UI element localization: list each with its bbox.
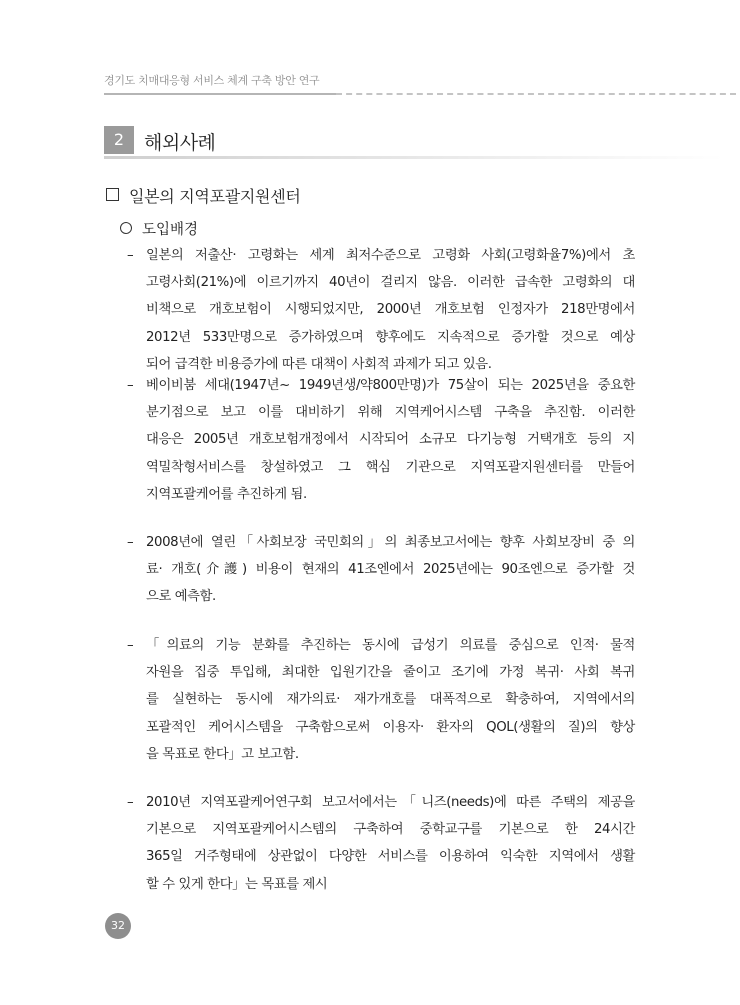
text-line: 지역포괄케어를 추진하게 됨.: [146, 486, 307, 502]
dash-bullet: –: [127, 638, 134, 653]
dash-bullet: –: [127, 795, 134, 810]
text-line: 할 수 있게 한다」는 목표를 제시: [146, 876, 328, 892]
running-header: 경기도 치매대응형 서비스 체계 구축 방안 연구: [104, 74, 320, 87]
header-rule: [104, 93, 336, 95]
subsection-heading: [106, 184, 301, 207]
text-line: 일본의 저출산· 고령화는 세계 최저수준으로 고령화 사회(고령화율7%)에서 초: [146, 248, 635, 263]
dash-bullet: –: [127, 248, 134, 263]
page-number-badge: 32: [105, 913, 131, 939]
section-title: 해외사례: [144, 132, 216, 154]
section-number-badge: 2: [104, 126, 134, 154]
text-line: 고령사회(21%)에 이르기까지 40년이 걸리지 않음. 이러한 급속한 고령화의 대: [146, 275, 635, 291]
text-line: 365일 거주형태에 상관없이 다양한 서비스를 이용하여 익숙한 지역에서 생활: [146, 849, 635, 865]
list-item: [127, 242, 635, 378]
text-line: 기본으로 지역포괄케어시스템의 구축하여 중학교구를 기본으로 한 24시간: [146, 822, 635, 838]
text-line: 을 목표로 한다」고 보고함.: [146, 746, 299, 762]
text-line: 비책으로 개호보험이 시행되었지만, 2000년 개호보험 인정자가 218만명에서: [146, 302, 635, 318]
text-line: 를 실현하는 동시에 재가의료· 재가개호를 대폭적으로 확충하여, 지역에서의: [146, 692, 635, 708]
section-underline: [104, 156, 724, 159]
text-line: 2012년 533만명으로 증가하였으며 향후에도 지속적으로 증가할 것으로 예상: [146, 329, 635, 345]
topic-heading: [120, 218, 198, 239]
circle-bullet-icon: [120, 222, 132, 234]
dash-bullet: –: [127, 378, 134, 393]
text-line: 되어 급격한 비용증가에 따른 대책이 사회적 과제가 되고 있음.: [146, 356, 492, 372]
list-item: [127, 529, 635, 611]
list-item: [127, 372, 635, 508]
text-line: 분기점으로 보고 이를 대비하기 위해 지역케어시스템 구축을 추진함. 이러한: [146, 405, 635, 421]
section-heading: [104, 124, 724, 158]
text-line: 대응은 2005년 개호보험개정에서 시작되어 소규모 다기능형 거택개호 등의 지: [146, 432, 635, 448]
text-line: 료· 개호(介護) 비용이 현재의 41조엔에서 2025년에는 90조엔으로 증가할 것: [146, 562, 635, 578]
text-line: 「의료의 기능 분화를 추진하는 동시에 급성기 의료를 중심으로 인적· 물적: [146, 638, 635, 653]
text-line: 역밀착형서비스를 창설하였고 그 핵심 기관으로 지역포괄지원센터를 만들어: [146, 459, 635, 475]
text-line: 베이비붐 세대(1947년~ 1949년생/약800만명)가 75살이 되는 2025년을 중요한: [146, 378, 635, 393]
topic-title: 도입배경: [142, 222, 199, 238]
subsection-title: 일본의 지역포괄지원센터: [129, 187, 301, 206]
list-item: [127, 789, 635, 898]
dash-bullet: –: [127, 535, 134, 550]
header-rule-dashed: [336, 93, 736, 95]
text-line: 2010년 지역포괄케어연구회 보고서에서는「니즈(needs)에 따른 주택의 제공을: [146, 795, 635, 810]
text-line: 으로 예측함.: [146, 589, 216, 605]
text-line: 2008년에 열린「사회보장 국민회의」의 최종보고서에는 향후 사회보장비 중 의: [146, 535, 635, 550]
text-line: 자원을 집중 투입해, 최대한 입원기간을 줄이고 조기에 가정 복귀· 사회 복귀: [146, 665, 635, 681]
list-item: [127, 632, 635, 768]
square-bullet-icon: [106, 188, 119, 201]
text-line: 포괄적인 케어시스템을 구축함으로써 이용자· 환자의 QOL(생활의 질)의 향상: [146, 719, 635, 735]
